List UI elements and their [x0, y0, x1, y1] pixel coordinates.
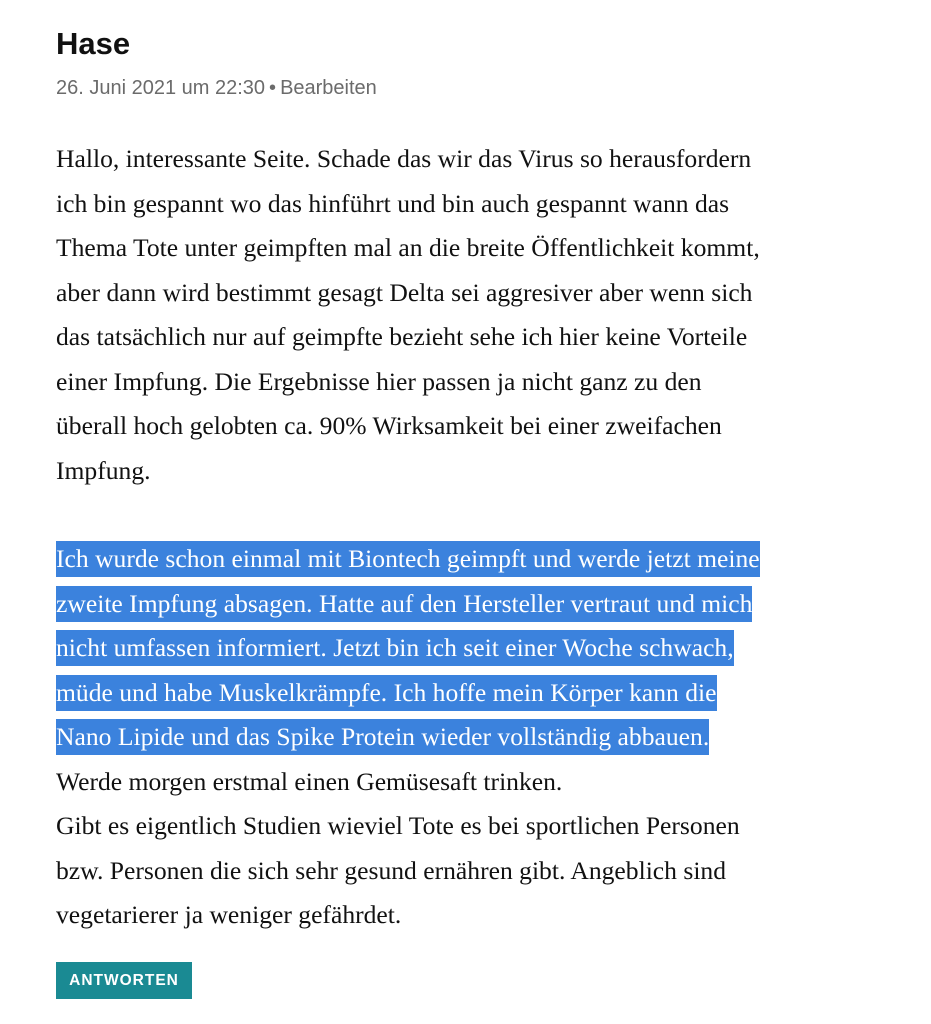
paragraph-line: Gibt es eigentlich Studien wieviel Tote es bei sportlichen Personen: [56, 811, 740, 840]
text-selection: nicht umfassen informiert. Jetzt bin ich seit einer Woche schwach,: [56, 630, 734, 666]
paragraph-line: aber dann wird bestimmt gesagt Delta sei aggresiver aber wenn sich: [56, 277, 753, 307]
reply-button[interactable]: ANTWORTEN: [56, 962, 192, 999]
paragraph-line: einer Impfung. Die Ergebnisse hier passen ja nicht ganz zu den: [56, 366, 702, 396]
meta-separator: •: [269, 77, 277, 99]
edit-link[interactable]: Bearbeiten: [280, 77, 377, 99]
highlighted-line: [56, 671, 901, 716]
paragraph-line: ich bin gespannt wo das hinführt und bin auch gespannt wann das: [56, 188, 730, 218]
text-selection: zweite Impfung absagen. Hatte auf den Hersteller vertraut und mich: [56, 586, 752, 622]
highlighted-line: [56, 626, 901, 671]
highlighted-line: [56, 582, 901, 627]
paragraph-line: Impfung.: [56, 455, 151, 485]
paragraph-line: bzw. Personen die sich sehr gesund ernähren gibt. Angeblich sind: [56, 855, 727, 885]
comment-body: [56, 137, 901, 938]
paragraph-line: Hallo, interessante Seite. Schade das wir das Virus so herausfordern: [56, 144, 752, 173]
highlighted-line: [56, 715, 901, 760]
highlighted-line: [56, 537, 901, 582]
comment-meta: [56, 74, 377, 102]
paragraph-line: Werde morgen erstmal einen Gemüsesaft trinken.: [56, 766, 563, 796]
paragraph-line: das tatsächlich nur auf geimpfte bezieht sehe ich hier keine Vorteile: [56, 322, 748, 351]
comment-paragraph-1: [56, 137, 901, 493]
paragraph-line: Thema Tote unter geimpften mal an die breite Öffentlichkeit kommt,: [56, 233, 760, 262]
text-selection: Nano Lipide und das Spike Protein wieder vollständig abbauen.: [56, 719, 709, 755]
paragraph-line: überall hoch gelobten ca. 90% Wirksamkeit bei einer zweifachen: [56, 411, 722, 440]
comment-paragraph-2: [56, 537, 901, 938]
text-selection: müde und habe Muskelkrämpfe. Ich hoffe mein Körper kann die: [56, 675, 717, 711]
comment-date-link[interactable]: 26. Juni 2021 um 22:30: [56, 77, 266, 99]
text-selection: Ich wurde schon einmal mit Biontech geimpft und werde jetzt meine: [56, 541, 760, 577]
comment-author: Hase: [56, 26, 131, 61]
paragraph-line: vegetarierer ja weniger gefährdet.: [56, 900, 402, 929]
